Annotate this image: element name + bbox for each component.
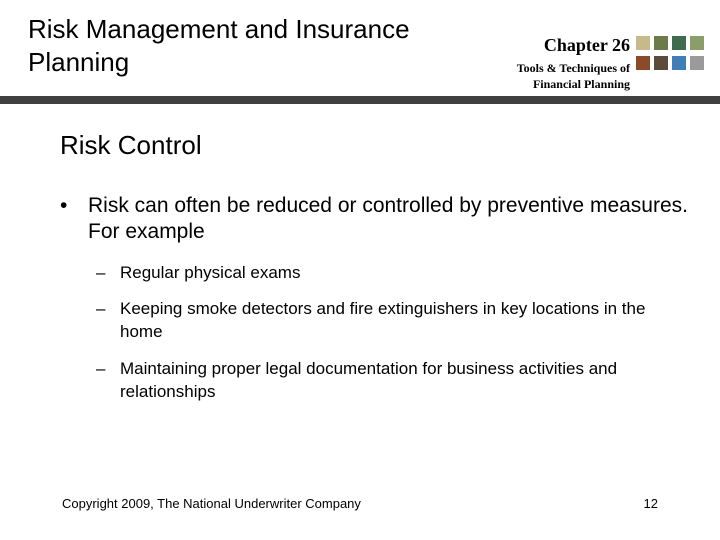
sub-item-legal-documentation bbox=[96, 357, 656, 403]
sub-item-physical-exams bbox=[96, 261, 656, 284]
bullet-mark: • bbox=[60, 194, 68, 217]
dash-mark: – bbox=[96, 263, 106, 282]
square-r1-c2 bbox=[654, 36, 668, 50]
dash-mark: – bbox=[96, 299, 106, 318]
header-divider bbox=[0, 96, 720, 104]
sub-item-text: Keeping smoke detectors and fire extinguishers in key locations in the home bbox=[120, 299, 646, 341]
square-r1-c3 bbox=[672, 36, 686, 50]
sub-item-text: Regular physical exams bbox=[120, 263, 301, 282]
sub-item-smoke-detectors bbox=[96, 297, 656, 343]
book-subtitle bbox=[517, 60, 630, 92]
square-r2-c2 bbox=[654, 56, 668, 70]
decorative-squares bbox=[636, 36, 716, 76]
bullet-text: Risk can often be reduced or controlled by preventive measures. For example bbox=[88, 194, 688, 243]
square-r2-c4 bbox=[690, 56, 704, 70]
chapter-block bbox=[517, 34, 630, 92]
dash-mark: – bbox=[96, 359, 106, 378]
page-number: 12 bbox=[643, 496, 658, 511]
square-r2-c3 bbox=[672, 56, 686, 70]
book-subtitle-line2: Financial Planning bbox=[532, 77, 630, 91]
section-title: Risk Control bbox=[60, 130, 202, 160]
square-r1-c1 bbox=[636, 36, 650, 50]
chapter-label: Chapter 26 bbox=[543, 35, 630, 55]
sub-item-text: Maintaining proper legal documentation for business activities and relationships bbox=[120, 359, 618, 401]
presentation-title: Risk Management and Insurance Planning bbox=[28, 14, 410, 77]
book-subtitle-line1: Tools & Techniques of bbox=[516, 61, 630, 75]
main-bullet bbox=[60, 193, 690, 245]
square-r1-c4 bbox=[690, 36, 704, 50]
square-r2-c1 bbox=[636, 56, 650, 70]
copyright-notice: Copyright 2009, The National Underwriter Company bbox=[62, 496, 361, 511]
